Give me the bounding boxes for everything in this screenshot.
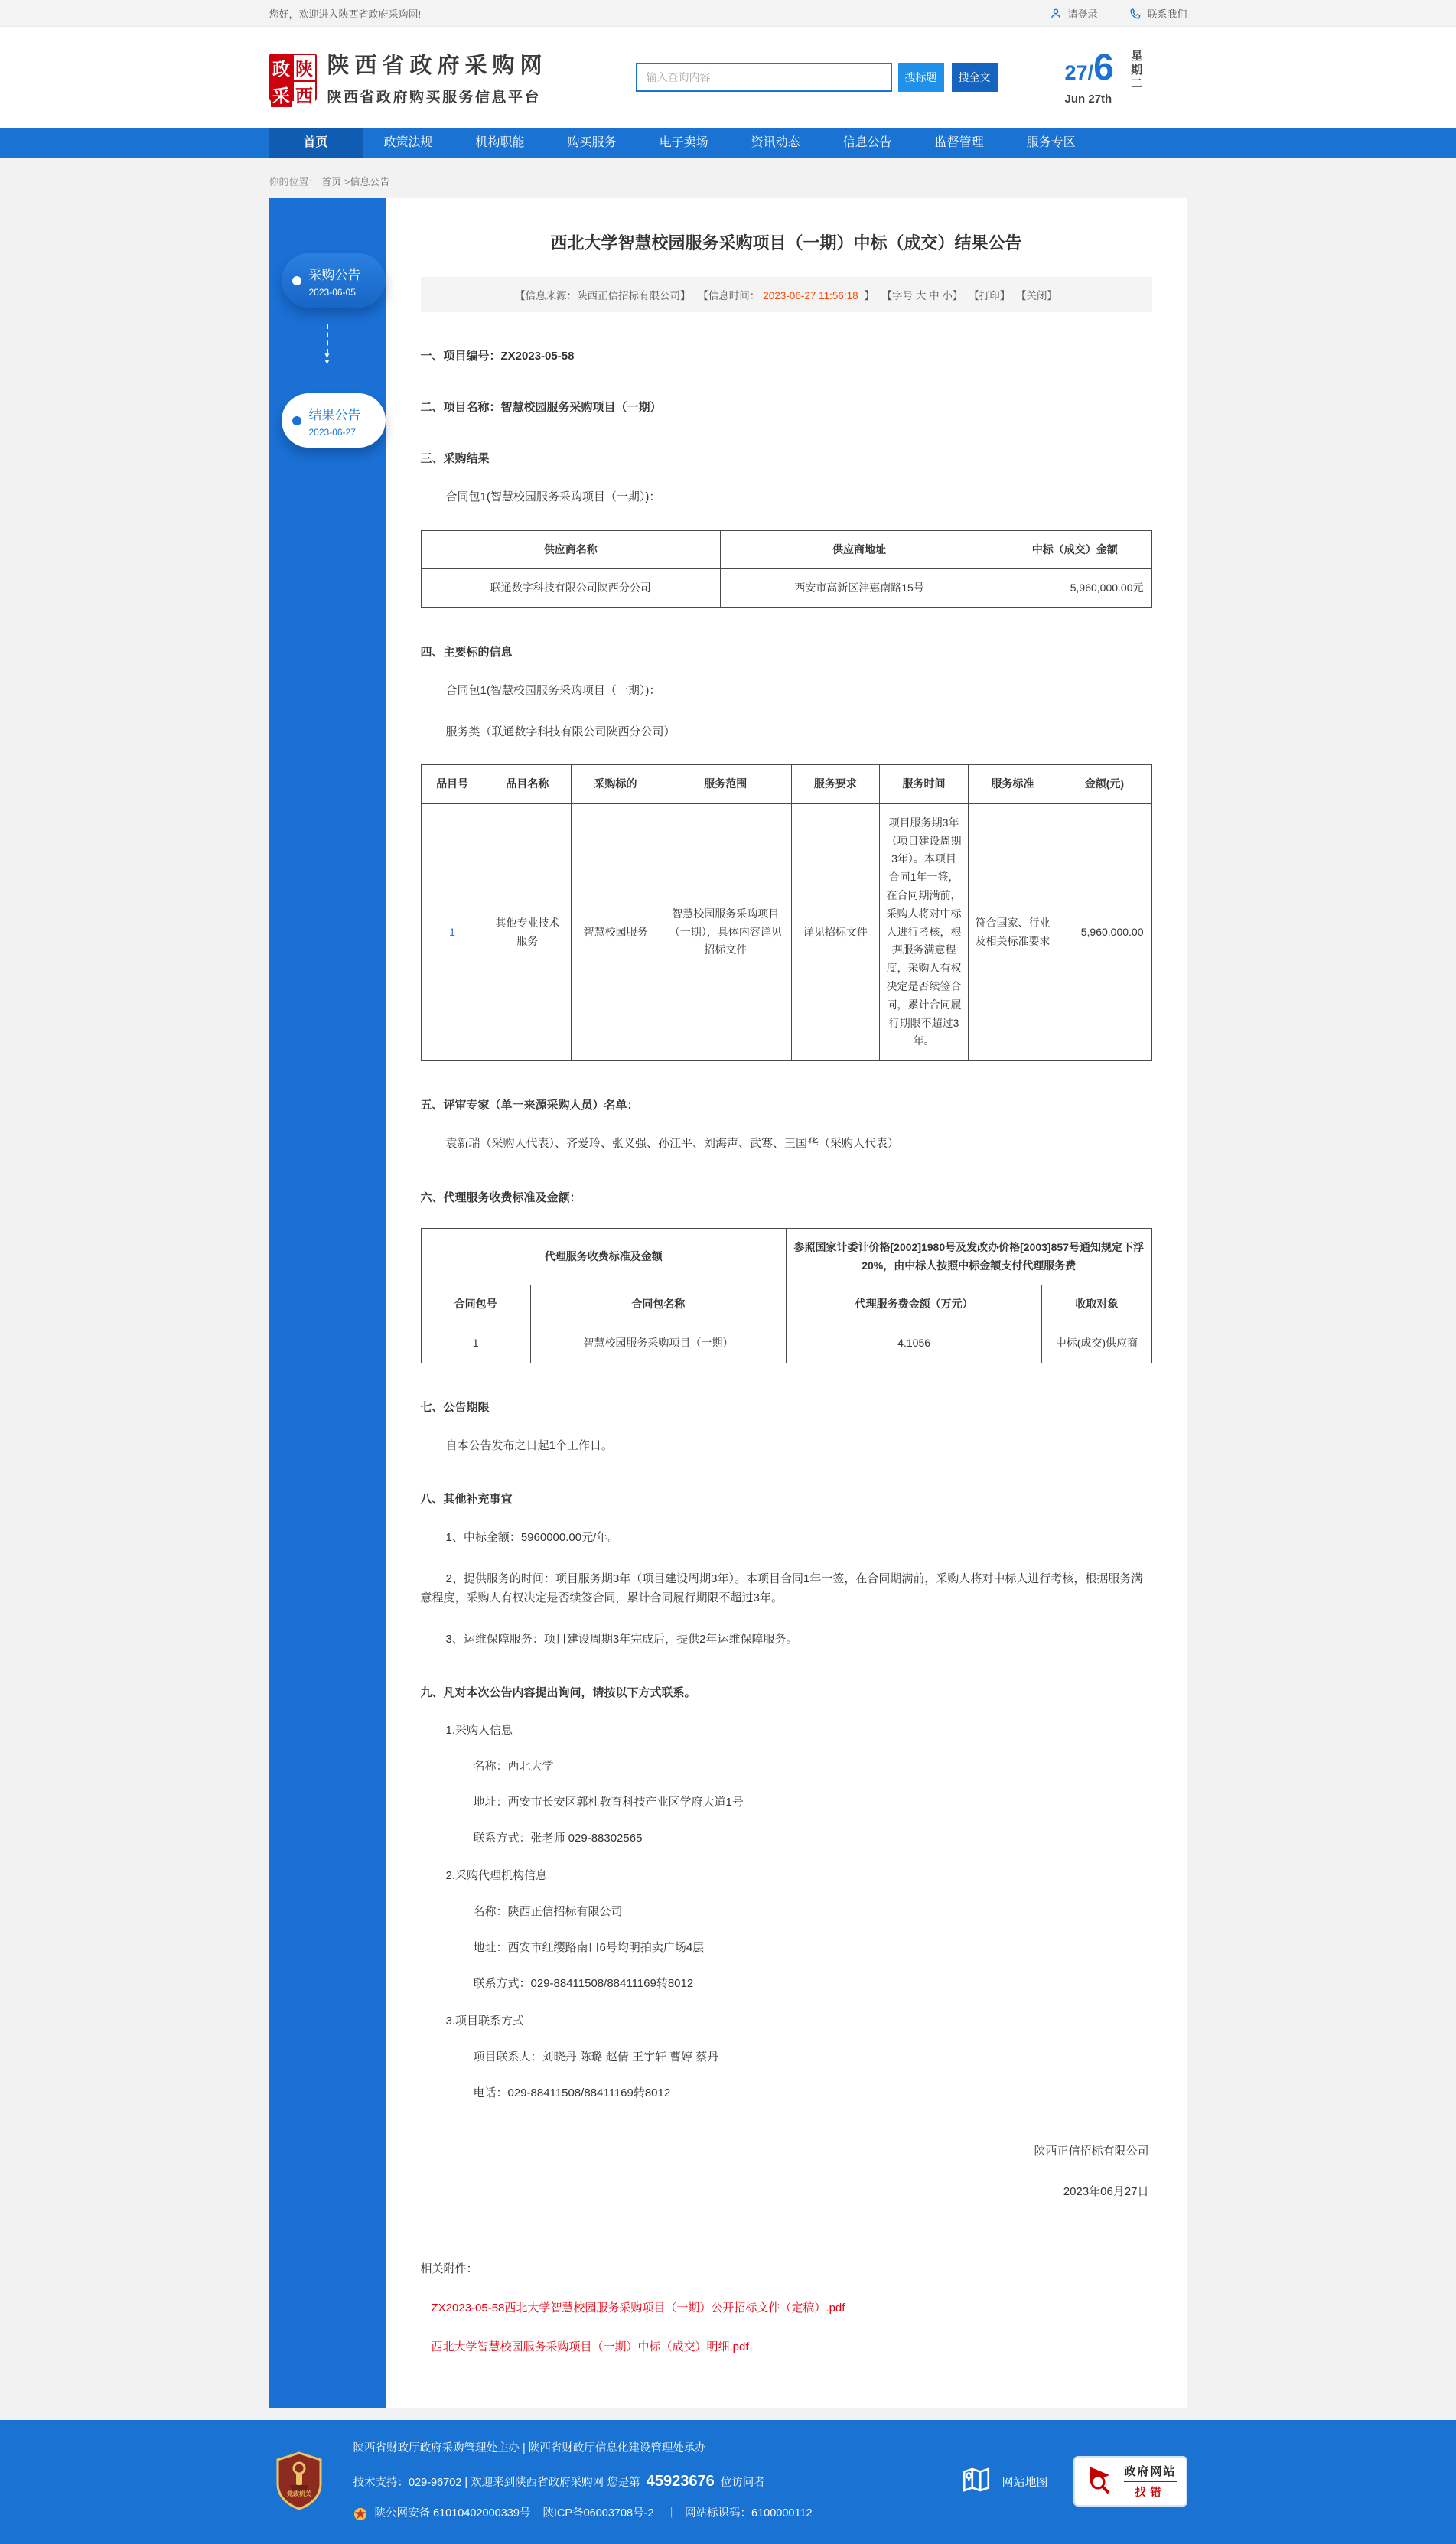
- column-header: 服务要求: [791, 765, 880, 804]
- agency-fee: 4.1056: [787, 1324, 1042, 1363]
- column-header: 品目名称: [484, 765, 572, 804]
- column-header: 服务时间: [880, 765, 969, 804]
- attachment-link-bidding-document[interactable]: ZX2023-05-58西北大学智慧校园服务采购项目（一期）公开招标文件（定稿）.pdf: [431, 2301, 845, 2315]
- svg-text:党政机关: 党政机关: [286, 2490, 311, 2498]
- meta-time-value: 2023-06-27 11:56:18: [763, 290, 858, 301]
- service-requirement: 详见招标文件: [791, 803, 880, 1060]
- contact-line: 地址：西安市红缨路南口6号均明拍卖广场4层: [473, 1941, 705, 1955]
- column-header: 供应商名称: [421, 530, 721, 569]
- sidebar-timeline: [269, 198, 386, 2408]
- down-arrow-icon: ▼ ▼: [269, 324, 386, 366]
- column-header: 服务标准: [968, 765, 1057, 804]
- weekday-label: 星期二: [1129, 49, 1143, 91]
- nav-item-home[interactable]: 首页: [269, 128, 363, 158]
- column-header: 服务范围: [660, 765, 791, 804]
- contact-group-title: 3.项目联系方式: [445, 2015, 525, 2028]
- visitor-count: 45923676: [646, 2472, 715, 2490]
- supplement-item: 1、中标金额：5960000.00元/年。: [445, 1531, 620, 1545]
- search-fulltext-button[interactable]: 搜全文: [952, 63, 998, 92]
- sidebar-item-procurement-notice[interactable]: [282, 253, 386, 308]
- expert-names: 袁新瑞（采购人代表）、齐爱玲、张义强、孙江平、刘海声、武骞、王国华（采购人代表）: [445, 1137, 900, 1151]
- contact-line: 名称：陕西正信招标有限公司: [473, 1905, 623, 1919]
- step-label: 采购公告: [308, 267, 361, 282]
- package-no: 1: [421, 1324, 530, 1363]
- fee-standard-label: 代理服务收费标准及金额: [421, 1228, 787, 1285]
- date-display: [1064, 47, 1168, 106]
- seal-char: 陕: [294, 55, 315, 80]
- nav-item-policy[interactable]: 政策法规: [383, 136, 433, 149]
- footer-organizer-line: 陕西省财政厅政府采购管理处主办 | 陕西省财政厅信息化建设管理处承办: [353, 2442, 706, 2455]
- contract-package-line: 合同包1(智慧校园服务采购项目（一期）)：: [445, 490, 661, 503]
- signature-block: [421, 2142, 1152, 2199]
- breadcrumb-home[interactable]: 首页: [321, 176, 342, 187]
- footer: [0, 2420, 1456, 2544]
- attachments-section: [421, 2260, 1152, 2354]
- signature-company: 陕西正信招标有限公司: [1034, 2145, 1149, 2158]
- package-name: 智慧校园服务采购项目（一期）: [530, 1324, 786, 1363]
- date-english: Jun 27th: [1064, 92, 1112, 106]
- agency-fee-table: [421, 1228, 1152, 1363]
- table-row: [421, 803, 1151, 1060]
- font-size-control[interactable]: 【字号 大 中 小】: [881, 290, 963, 301]
- table-row: [421, 1228, 1151, 1285]
- step-date: 2023-06-27: [308, 426, 356, 438]
- table-header-row: [421, 1285, 1151, 1324]
- supplier-result-table: [421, 530, 1152, 609]
- nav-item-service-zone[interactable]: 服务专区: [1026, 136, 1076, 149]
- announcement-article: [386, 198, 1187, 2408]
- contact-line: 电话：029-88411508/88411169转8012: [473, 2086, 671, 2100]
- nav-item-emall[interactable]: 电子卖场: [659, 136, 708, 149]
- signature-date: 2023年06月27日: [1063, 2185, 1149, 2199]
- logo-seal-icon: [269, 54, 317, 106]
- contact-group-title: 1.采购人信息: [445, 1724, 513, 1738]
- error-report-text: 政府网站 找错: [1124, 2465, 1177, 2499]
- main-content: [269, 198, 1187, 2408]
- breadcrumb: [269, 158, 1187, 188]
- nav-item-functions[interactable]: 机构职能: [475, 136, 525, 149]
- date-number: 27/6: [1064, 47, 1114, 88]
- supplier-address: 西安市高新区沣惠南路15号: [721, 569, 998, 608]
- breadcrumb-current[interactable]: 信息公告: [350, 176, 390, 187]
- column-header: 品目号: [421, 765, 484, 804]
- project-name: 智慧校园服务采购项目（一期）: [500, 401, 662, 414]
- beian-icp-link[interactable]: 陕ICP备06003708号-2: [542, 2507, 654, 2520]
- column-header: 金额(元): [1057, 765, 1151, 804]
- step-label: 结果公告: [308, 407, 361, 422]
- beian-separator: ｜: [666, 2507, 678, 2520]
- contact-us-label: 联系我们: [1147, 8, 1187, 20]
- meta-time: 【信息时间： 2023-06-27 11:56:18 】: [698, 290, 875, 301]
- site-logo[interactable]: [269, 48, 548, 106]
- site-title: 陕西省政府采购网: [327, 54, 548, 78]
- print-button[interactable]: 【打印】: [969, 290, 1011, 301]
- step-date: 2023-06-05: [308, 286, 356, 298]
- nav-item-supervision[interactable]: 监督管理: [934, 136, 984, 149]
- footer-support-line: 技术支持：029-96702 | 欢迎来到陕西省政府采购网 您是第 45923676 位访问者: [353, 2472, 765, 2490]
- seal-char: 政: [271, 55, 292, 80]
- topbar: [0, 0, 1456, 27]
- service-standard: 符合国家、行业及相关标准要求: [968, 803, 1057, 1060]
- table-row: [421, 1324, 1151, 1363]
- contact-us-link[interactable]: [1129, 6, 1187, 21]
- amount: 5,960,000.00: [1057, 803, 1151, 1060]
- site-subtitle: 陕西省政府购买服务信息平台: [327, 90, 542, 106]
- column-header: 合同包号: [421, 1285, 530, 1324]
- award-detail-table: [421, 764, 1152, 1061]
- column-header: 合同包名称: [530, 1285, 786, 1324]
- article-meta-bar: [421, 277, 1152, 312]
- column-header: 供应商地址: [721, 530, 998, 569]
- step-dot-icon: [292, 276, 301, 285]
- sitemap-link[interactable]: [960, 2464, 1047, 2499]
- section-9-heading: 九、凡对本次公告内容提出询问，请按以下方式联系。: [420, 1686, 696, 1700]
- sidebar-item-result-notice[interactable]: [282, 393, 386, 448]
- search-input[interactable]: [636, 63, 892, 92]
- contact-line: 联系方式：029-88411508/88411169转8012: [473, 1977, 694, 1991]
- party-government-emblem-icon: [269, 2451, 329, 2511]
- welcome-text: 您好，欢迎进入陕西省政府采购网!: [269, 8, 422, 20]
- item-no: 1: [421, 803, 484, 1060]
- project-number: ZX2023-05-58: [500, 350, 575, 363]
- nav-item-purchase-service[interactable]: 购买服务: [567, 136, 617, 149]
- section-3-heading: 三、采购结果: [420, 452, 490, 465]
- attachments-title: 相关附件：: [420, 2262, 478, 2276]
- column-header: 代理服务费金额（万元）: [787, 1285, 1042, 1324]
- fee-standard-note: 参照国家计委计价格[2002]1980号及发改办价格[2003]857号通知规定下浮20%，由中标人按照中标金额支付代理服务费: [787, 1228, 1152, 1285]
- table-row: [421, 569, 1151, 608]
- contact-group-title: 2.采购代理机构信息: [445, 1869, 548, 1883]
- section-5-heading: 五、评审专家（单一来源采购人员）名单：: [420, 1099, 639, 1112]
- section-4-heading: 四、主要标的信息: [420, 646, 513, 660]
- table-header-row: [421, 765, 1151, 804]
- fee-payer: 中标(成交)供应商: [1042, 1324, 1151, 1363]
- main-navigation: [0, 128, 1456, 158]
- award-amount: 5,960,000.00元: [998, 569, 1151, 608]
- service-scope: 智慧校园服务采购项目（一期），具体内容详见招标文件: [660, 803, 791, 1060]
- contact-line: 地址：西安市长安区郭杜教育科技产业区学府大道1号: [473, 1796, 744, 1809]
- contact-line: 联系方式：张老师 029-88302565: [473, 1832, 643, 1845]
- breadcrumb-separator: >: [344, 176, 350, 187]
- login-label: 请登录: [1067, 8, 1098, 20]
- section-1-heading: 一、项目编号：ZX2023-05-58: [420, 350, 575, 363]
- contract-package-line: 合同包1(智慧校园服务采购项目（一期）)：: [445, 684, 661, 698]
- column-header: 采购标的: [572, 765, 660, 804]
- section-2-heading: 二、项目名称：智慧校园服务采购项目（一期）: [420, 401, 662, 414]
- supplier-name: 联通数字科技有限公司陕西分公司: [421, 569, 721, 608]
- table-header-row: [421, 530, 1151, 569]
- supplement-item: 2、提供服务的时间：项目服务期3年（项目建设周期3年）。本项目合同1年一签，在合同期满前，采购人将对中标人进行考核，根据服务满意程度，采购人有权决定是否续签合同，累计合同履行期限不超过3年。: [420, 1572, 1143, 1605]
- footer-beian-line: [353, 2500, 813, 2528]
- service-time: 项目服务期3年（项目建设周期3年）。本项目合同1年一签，在合同期满前，采购人将对中标人进行考核，根据服务满意程度，采购人有权决定是否续签合同，累计合同履行期限不超过3年。: [880, 803, 969, 1060]
- column-header: 收取对象: [1042, 1285, 1151, 1324]
- contact-line: 项目联系人：刘晓丹 陈璐 赵倩 王宇轩 曹婷 蔡丹: [473, 2051, 719, 2064]
- step-dot-icon: [292, 416, 301, 425]
- column-header: 中标（成交）金额: [998, 530, 1151, 569]
- section-8-heading: 八、其他补充事宜: [420, 1493, 513, 1507]
- section-7-heading: 七、公告期限: [420, 1400, 490, 1414]
- attachment-link-award-detail[interactable]: 西北大学智慧校园服务采购项目（一期）中标（成交）明细.pdf: [431, 2340, 749, 2354]
- close-button[interactable]: 【关闭】: [1015, 290, 1057, 301]
- phone-icon: [1129, 8, 1142, 20]
- item-name: 其他专业技术服务: [484, 803, 572, 1060]
- login-link[interactable]: [1050, 6, 1097, 21]
- seal-char: 西: [294, 82, 315, 107]
- page-title: 西北大学智慧校园服务采购项目（一期）中标（成交）结果公告: [550, 233, 1022, 252]
- section-6-heading: 六、代理服务收费标准及金额：: [420, 1191, 581, 1204]
- nav-item-announcements[interactable]: 信息公告: [842, 136, 892, 149]
- seal-char: 采: [271, 82, 292, 107]
- beian-gongan-link[interactable]: 陕公网安备 61010402000339号: [374, 2507, 531, 2520]
- notice-period: 自本公告发布之日起1个工作日。: [445, 1438, 613, 1452]
- procurement-target: 智慧校园服务: [572, 803, 660, 1060]
- breadcrumb-row: [0, 158, 1456, 198]
- sitemap-label: 网站地图: [1002, 2475, 1048, 2489]
- service-category-line: 服务类（联通数字科技有限公司陕西分公司）: [445, 725, 676, 738]
- search-area: [636, 63, 998, 92]
- header: [0, 27, 1456, 128]
- error-report-badge[interactable]: [1073, 2456, 1187, 2507]
- contact-line: 名称：西北大学: [473, 1760, 554, 1774]
- flag-magnifier-icon: [1084, 2464, 1118, 2499]
- nav-item-news[interactable]: 资讯动态: [751, 136, 800, 149]
- search-title-button[interactable]: 搜标题: [898, 63, 944, 92]
- site-identifier-code: 网站标识码：6100000112: [685, 2507, 813, 2520]
- meta-source: 【信息来源：陕西正信招标有限公司】: [515, 290, 691, 301]
- supplement-item: 3、运维保障服务：项目建设周期3年完成后，提供2年运维保障服务。: [445, 1632, 798, 1646]
- user-icon: [1050, 8, 1062, 20]
- police-badge-icon: [353, 2507, 367, 2521]
- breadcrumb-prefix: 你的位置：: [269, 176, 319, 187]
- map-icon: [960, 2464, 992, 2499]
